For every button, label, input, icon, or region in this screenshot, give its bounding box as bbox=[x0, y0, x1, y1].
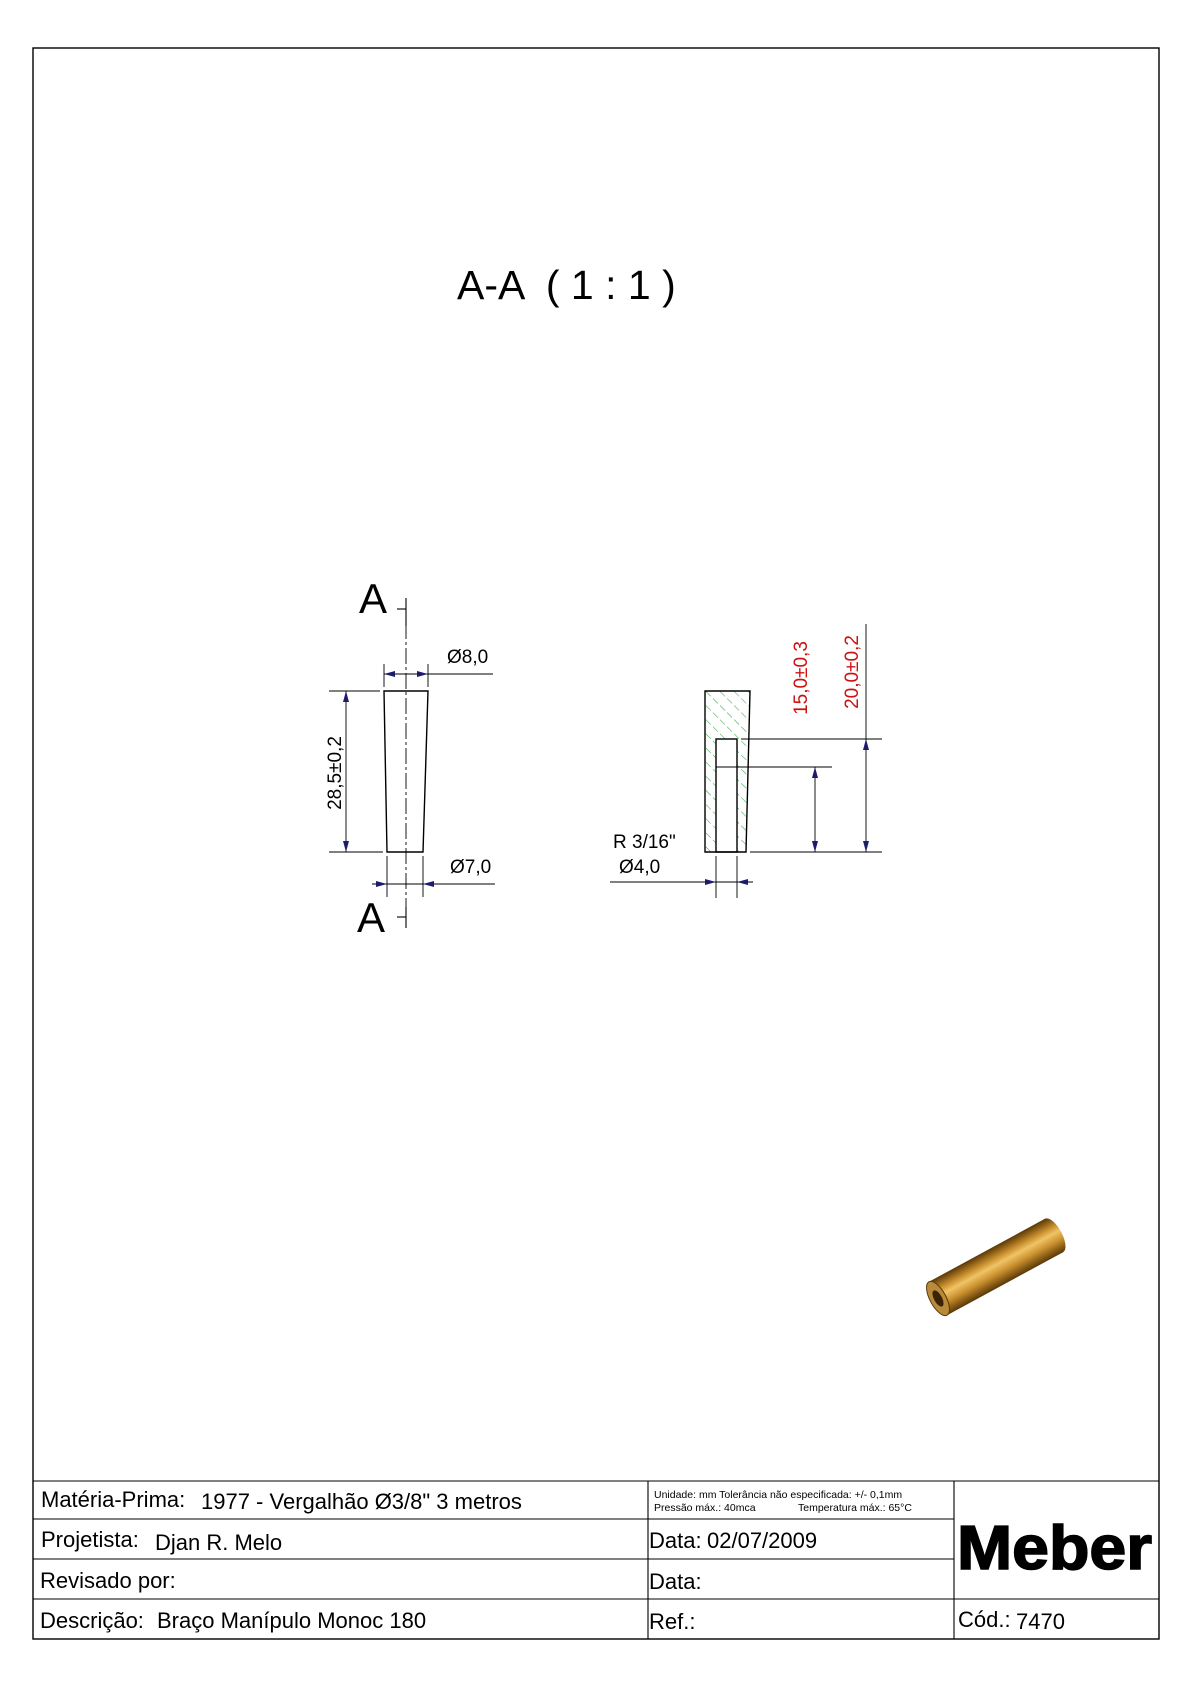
date-label: Data: bbox=[649, 1528, 702, 1553]
date-value: 02/07/2009 bbox=[707, 1528, 818, 1553]
dim-thread: R 3/16" bbox=[613, 832, 676, 853]
review-date-label: Data: bbox=[649, 1569, 702, 1594]
front-view bbox=[325, 575, 495, 941]
material-label: Matéria-Prima: bbox=[41, 1487, 186, 1512]
company-logo: Meber bbox=[957, 1514, 1152, 1583]
section-view bbox=[610, 624, 882, 898]
title-block bbox=[33, 1481, 1159, 1639]
section-hatch bbox=[705, 691, 750, 852]
view-title: A-A ( 1 : 1 ) bbox=[457, 262, 676, 308]
section-label-top: A bbox=[359, 575, 388, 622]
ref-label: Ref.: bbox=[649, 1609, 696, 1634]
render-body bbox=[929, 1219, 1063, 1315]
notes-pressure: Pressão máx.: 40mca bbox=[654, 1502, 756, 1514]
reviewer-label: Revisado por: bbox=[40, 1568, 176, 1593]
section-label-bottom: A bbox=[357, 894, 386, 941]
material-value: 1977 - Vergalhão Ø3/8" 3 metros bbox=[201, 1489, 522, 1514]
dim-top-diameter: Ø8,0 bbox=[447, 647, 489, 668]
dim-length: 28,5±0,2 bbox=[325, 736, 346, 810]
code-value: 7470 bbox=[1016, 1609, 1065, 1634]
dim-bore-depth: 20,0±0,2 bbox=[842, 635, 863, 709]
designer-value: Djan R. Melo bbox=[155, 1530, 283, 1555]
designer-label: Projetista: bbox=[41, 1527, 139, 1552]
dim-bottom-diameter: Ø7,0 bbox=[450, 857, 492, 878]
notes-temperature: Temperatura máx.: 65°C bbox=[798, 1502, 912, 1514]
code-label: Cód.: bbox=[958, 1607, 1011, 1632]
dim-hole-diameter: Ø4,0 bbox=[619, 857, 661, 878]
dim-thread-depth: 15,0±0,3 bbox=[791, 641, 812, 715]
description-label: Descrição: bbox=[40, 1608, 144, 1633]
notes-line1: Unidade: mm Tolerância não especificada: +/- 0,1mm bbox=[654, 1489, 903, 1501]
part-3d-render bbox=[922, 1215, 1070, 1319]
description-value: Braço Manípulo Monoc 180 bbox=[157, 1608, 427, 1633]
bore-outline bbox=[716, 739, 737, 852]
